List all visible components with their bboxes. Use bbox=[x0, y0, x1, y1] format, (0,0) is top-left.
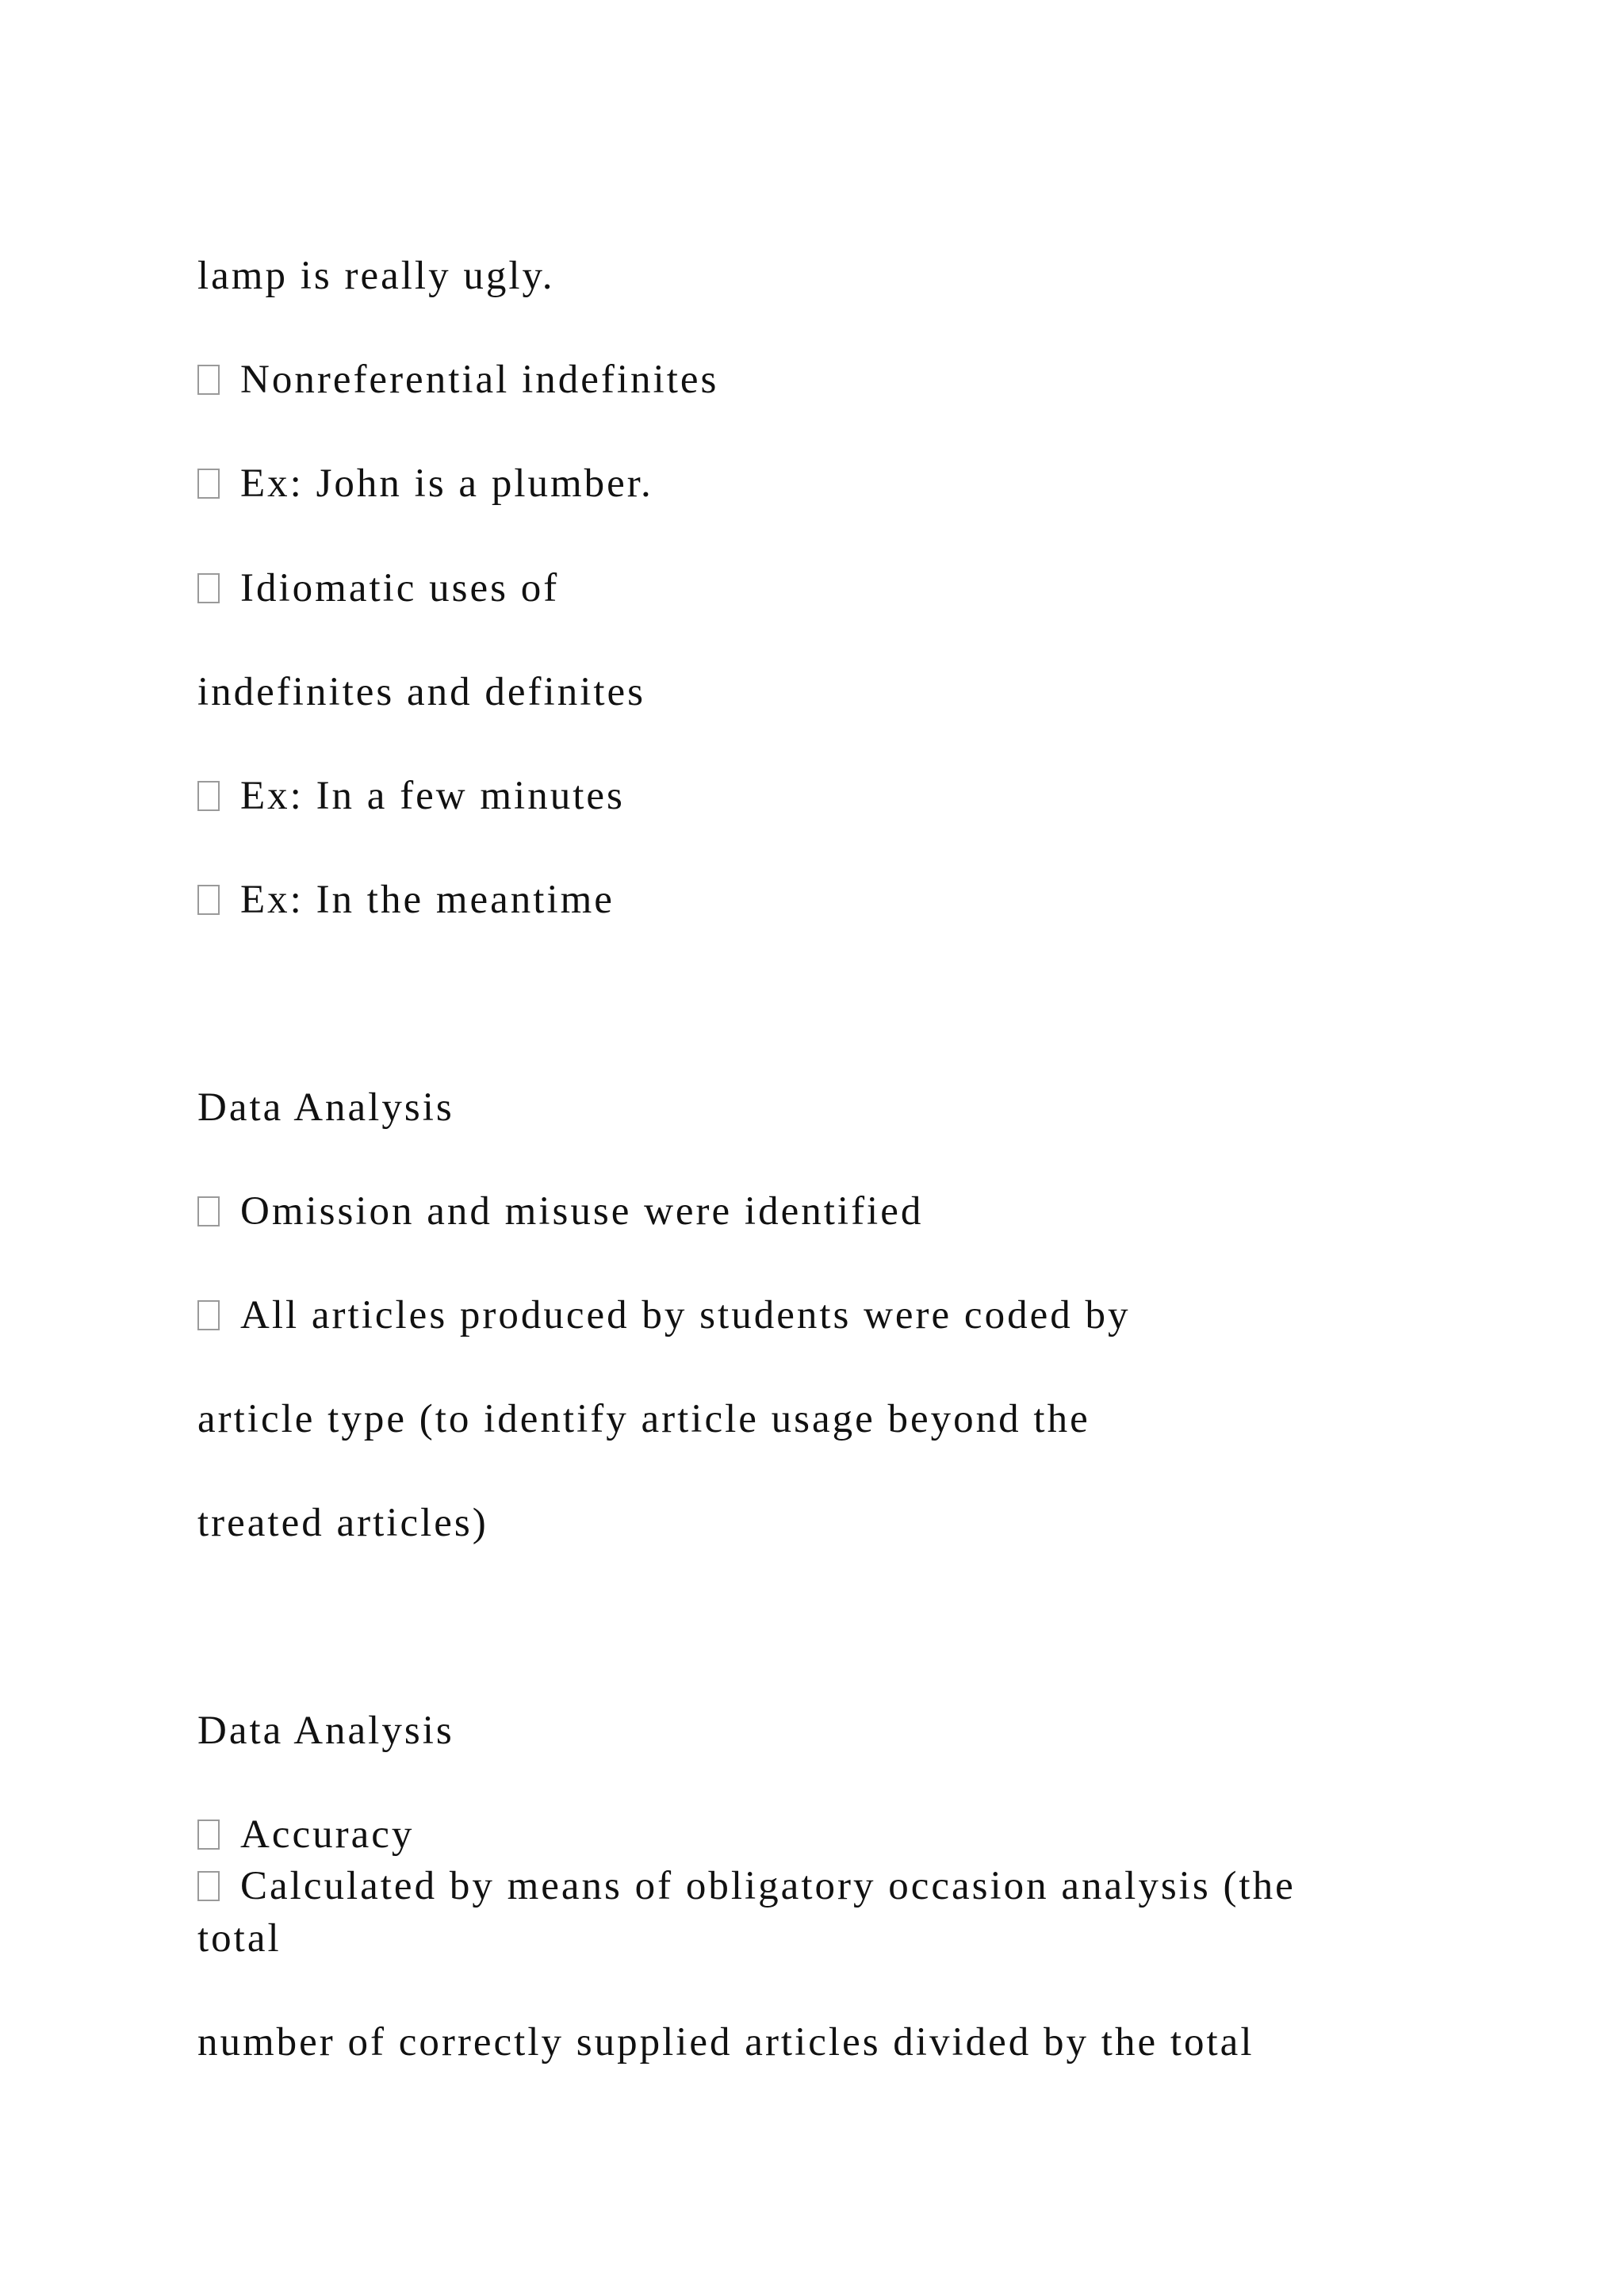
line-text: indefinites and definites bbox=[197, 670, 646, 714]
bullet-line bbox=[197, 772, 625, 820]
missing-glyph-bullet-icon bbox=[197, 469, 220, 499]
bullet-line bbox=[197, 356, 718, 404]
line-text: lamp is really ugly. bbox=[197, 254, 555, 298]
text-line bbox=[197, 252, 554, 300]
missing-glyph-bullet-icon bbox=[197, 1871, 220, 1901]
line-text: Idiomatic uses of bbox=[240, 566, 560, 610]
section-heading bbox=[197, 1707, 454, 1755]
bullet-line bbox=[197, 564, 559, 612]
line-text: Calculated by means of obligatory occasion analysis (the bbox=[240, 1864, 1296, 1908]
text-line bbox=[197, 1915, 282, 1962]
text-line bbox=[197, 1395, 1090, 1443]
line-text: article type (to identify article usage beyond the bbox=[197, 1397, 1090, 1441]
text-line bbox=[197, 668, 645, 716]
missing-glyph-bullet-icon bbox=[197, 885, 220, 915]
line-text: Ex: In a few minutes bbox=[240, 774, 625, 818]
line-text: Data Analysis bbox=[197, 1085, 454, 1130]
line-text: total bbox=[197, 1916, 282, 1961]
line-text: Omission and misuse were identified bbox=[240, 1189, 924, 1234]
missing-glyph-bullet-icon bbox=[197, 573, 220, 603]
missing-glyph-bullet-icon bbox=[197, 1820, 220, 1850]
missing-glyph-bullet-icon bbox=[197, 1300, 220, 1330]
bullet-line bbox=[197, 1862, 1296, 1910]
section-heading bbox=[197, 1084, 454, 1131]
bullet-line bbox=[197, 1188, 923, 1235]
line-text: Nonreferential indefinites bbox=[240, 358, 719, 402]
bullet-line bbox=[197, 1811, 414, 1858]
line-text: Ex: John is a plumber. bbox=[240, 461, 653, 506]
line-text: Accuracy bbox=[240, 1812, 415, 1857]
missing-glyph-bullet-icon bbox=[197, 1196, 220, 1226]
line-text: Data Analysis bbox=[197, 1709, 454, 1753]
text-line bbox=[197, 1499, 488, 1547]
line-text: treated articles) bbox=[197, 1501, 488, 1545]
missing-glyph-bullet-icon bbox=[197, 365, 220, 395]
line-text: All articles produced by students were coded by bbox=[240, 1293, 1131, 1337]
text-line bbox=[197, 2019, 1254, 2066]
missing-glyph-bullet-icon bbox=[197, 781, 220, 811]
bullet-line bbox=[197, 460, 653, 507]
line-text: Ex: In the meantime bbox=[240, 878, 615, 922]
bullet-line bbox=[197, 1292, 1130, 1339]
line-text: number of correctly supplied articles divided by the total bbox=[197, 2020, 1254, 2064]
bullet-line bbox=[197, 876, 615, 924]
